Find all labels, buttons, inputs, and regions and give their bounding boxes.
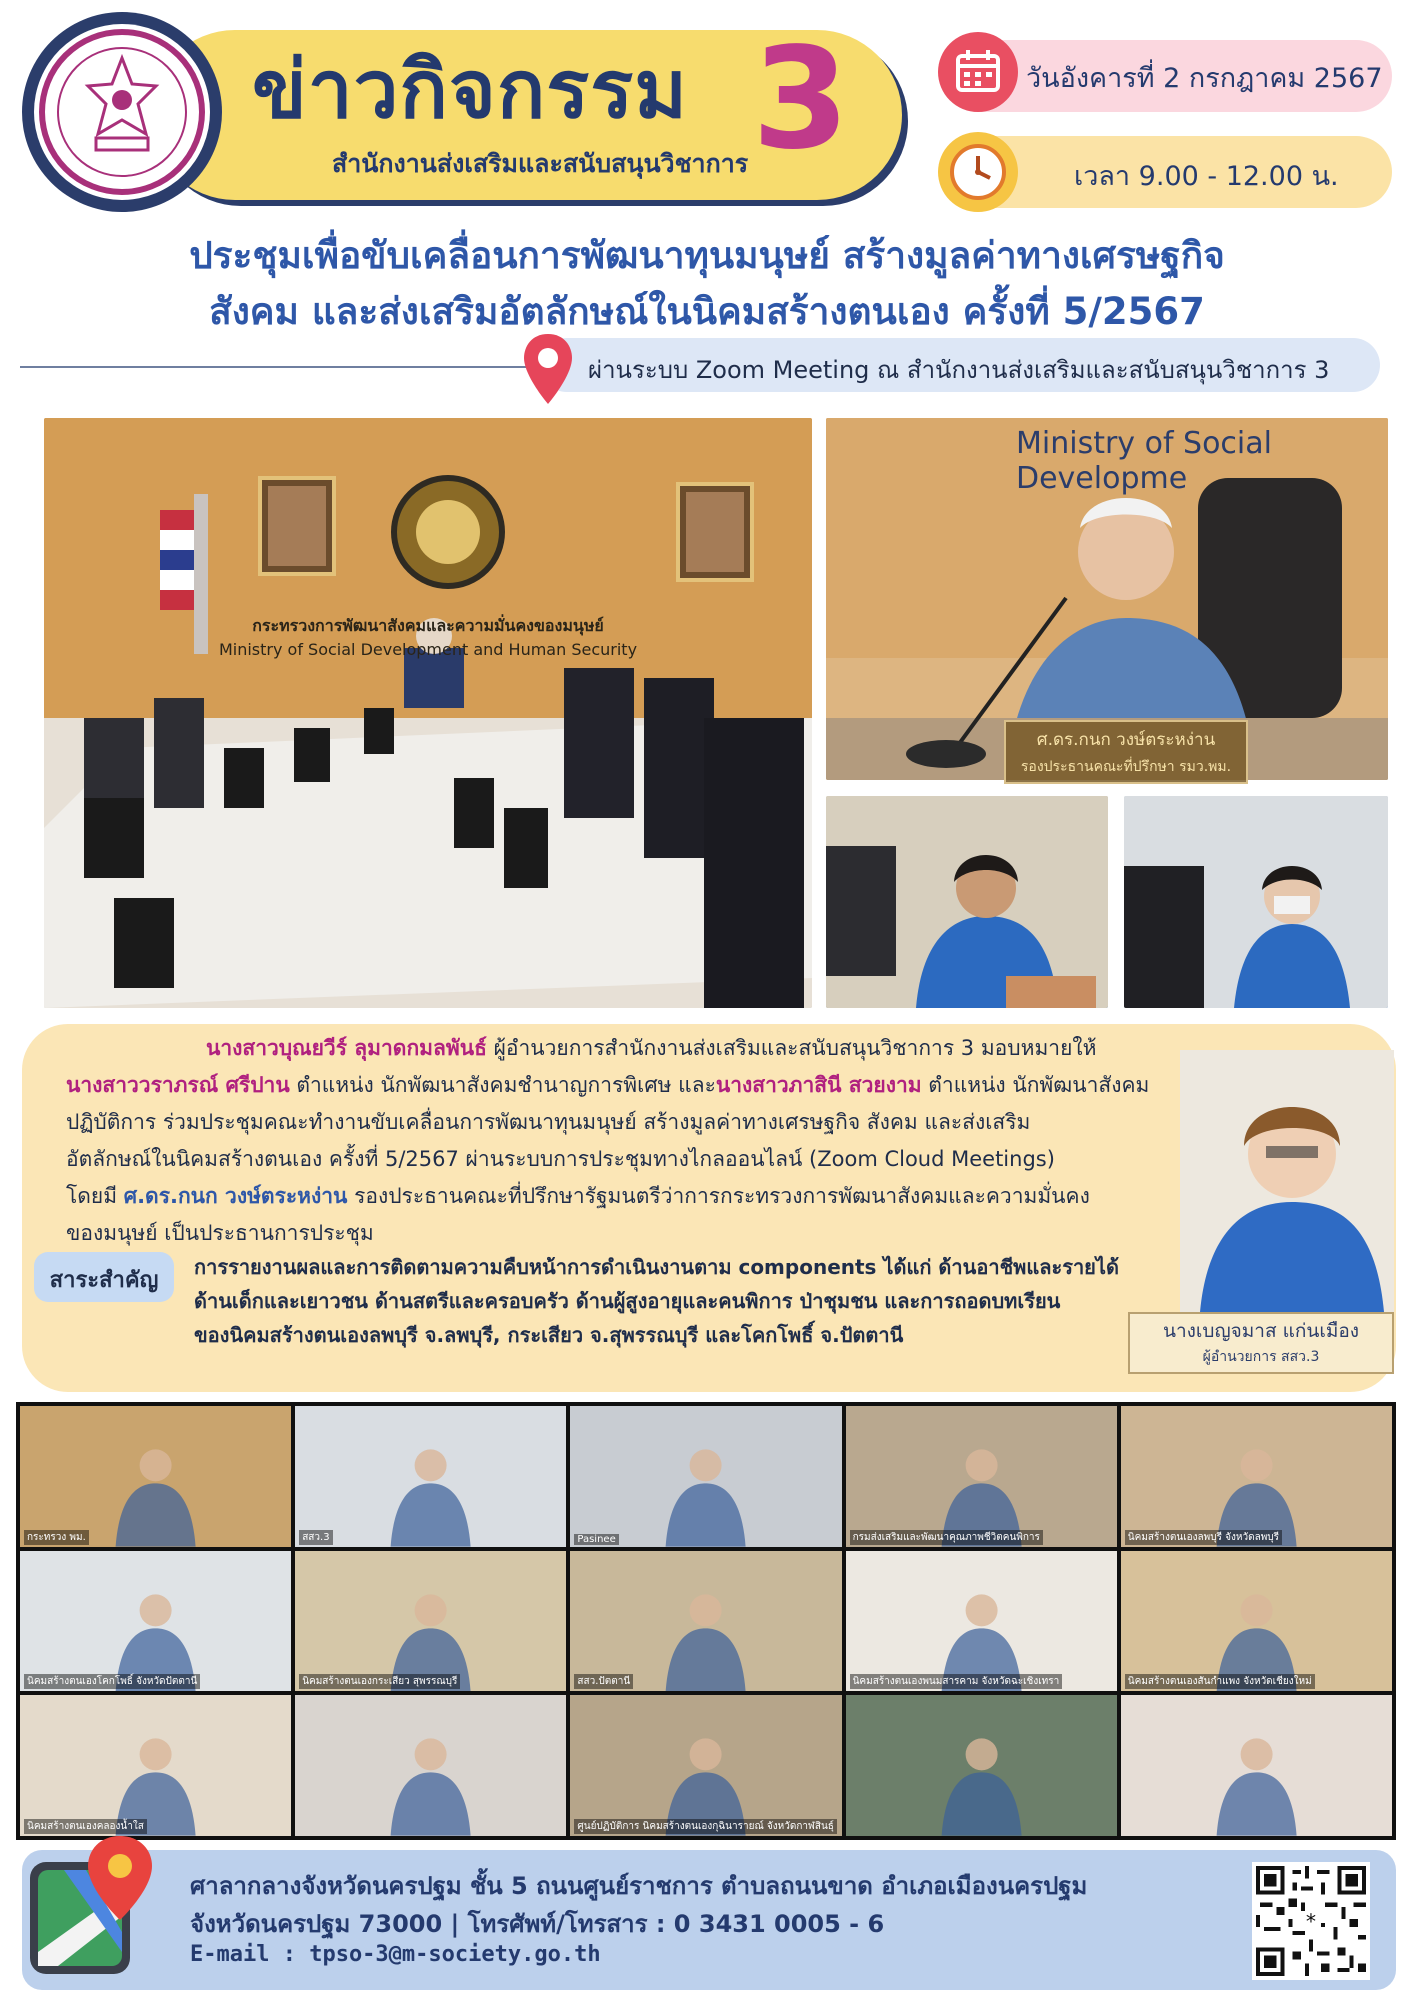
- zoom-tile-label: นิคมสร้างตนเองลพบุรี จังหวัดลพบุรี: [1125, 1530, 1282, 1545]
- zoom-tile: [20, 1551, 291, 1692]
- zoom-tile-label: สสว.3: [299, 1530, 332, 1545]
- clock-icon: [938, 132, 1018, 212]
- chair-caption-name: ศ.ดร.กนก วงษ์ตระหง่าน: [1036, 730, 1216, 750]
- zoom-tile: [570, 1695, 841, 1836]
- page-title: ข่าวกิจกรรม: [252, 43, 688, 136]
- map-location-icon: [24, 1832, 164, 1986]
- zoom-tile: [1121, 1406, 1392, 1547]
- zoom-tile-figure: [20, 1406, 291, 1547]
- zoom-tile: [20, 1406, 291, 1547]
- zoom-tile-figure: [295, 1551, 566, 1692]
- staff-name-2: นางสาวภาสินี สวยงาม: [715, 1073, 922, 1097]
- director-name: นางเบญจมาส แก่นเมือง: [1162, 1320, 1360, 1342]
- zoom-tile: [570, 1406, 841, 1547]
- zoom-tile-figure: [295, 1406, 566, 1547]
- assigner-name: นางสาวบุณยวีร์ ลุมาดกมลพันธ์: [206, 1036, 487, 1060]
- footer-address: ศาลากลางจังหวัดนครปฐม ชั้น 5 ถนนศูนย์ราชการ ตำบลถนนขาด อำเภอเมืองนครปฐม: [190, 1872, 1088, 1900]
- zoom-tile: [1121, 1551, 1392, 1692]
- zoom-tile-figure: [846, 1406, 1117, 1547]
- venue-text: ผ่านระบบ Zoom Meeting ณ สำนักงานส่งเสริมและสนับสนุนวิชาการ 3: [588, 356, 1330, 384]
- chair-caption-role: รองประธานคณะที่ปรึกษา รมว.พม.: [1020, 759, 1232, 775]
- staff-photo-1: [826, 796, 1108, 1008]
- zoom-tile-figure: [570, 1406, 841, 1547]
- zoom-tile: [20, 1695, 291, 1836]
- event-time: เวลา 9.00 - 12.00 น.: [1074, 161, 1339, 192]
- event-date: วันอังคารที่ 2 กรกฎาคม 2567: [1026, 63, 1383, 94]
- key-points-label: สาระสำคัญ: [49, 1268, 159, 1293]
- summary-text: [66, 1030, 1216, 1252]
- zoom-tile-label: นิคมสร้างตนเองสันกำแพง จังหวัดเชียงใหม่: [1125, 1674, 1315, 1689]
- zoom-tile-label: นิคมสร้างตนเองโคกโพธิ์ จังหวัดปัตตานี: [24, 1674, 200, 1689]
- director-role: ผู้อำนวยการ สสว.3: [1202, 1349, 1320, 1365]
- staff-role-1: ตำแหน่ง นักพัฒนาสังคมชำนาญการพิเศษ และ: [289, 1073, 716, 1097]
- zoom-tile-label: กรมส่งเสริมและพัฒนาคุณภาพชีวิตคนพิการ: [850, 1530, 1043, 1545]
- summary-line-6: ของมนุษย์ เป็นประธานการประชุม: [66, 1221, 374, 1245]
- summary-line-4: อัตลักษณ์ในนิคมสร้างตนเอง ครั้งที่ 5/2567 ผ่านระบบการประชุมทางไกลออนไลน์ (Zoom Cloud Meetings): [66, 1147, 1055, 1171]
- zoom-tile: [846, 1695, 1117, 1836]
- venue-divider: [20, 366, 540, 368]
- chair-wall-sign: Ministry of Social Developme: [1016, 426, 1272, 496]
- zoom-tile: [570, 1551, 841, 1692]
- meeting-sign-english: Ministry of Social Development and Human Security: [218, 640, 638, 659]
- staff-name-1: นางสาววราภรณ์ ศรีปาน: [66, 1073, 290, 1097]
- zoom-tile-figure: [1121, 1695, 1392, 1836]
- zoom-tile-label: นิคมสร้างตนเองพนมสารคาม จังหวัดฉะเชิงเทรา: [850, 1674, 1063, 1689]
- location-pin-icon: [520, 330, 576, 410]
- key-points-text: [194, 1250, 1154, 1352]
- zoom-tile-label: ศูนย์ปฏิบัติการ นิคมสร้างตนเองกุฉินารายณ์ จังหวัดกาฬสินธุ์: [574, 1819, 837, 1834]
- zoom-tile: [1121, 1695, 1392, 1836]
- zoom-tile-label: นิคมสร้างตนเองกระเสียว สุพรรณบุรี: [299, 1674, 460, 1689]
- zoom-tile-figure: [570, 1551, 841, 1692]
- chair-intro: โดยมี: [66, 1184, 124, 1208]
- zoom-tile: [846, 1406, 1117, 1547]
- zoom-tile-figure: [1121, 1406, 1392, 1547]
- zoom-tile: [295, 1406, 566, 1547]
- zoom-tile-figure: [295, 1695, 566, 1836]
- zoom-tile-label: สสว.ปัตตานี: [574, 1674, 633, 1689]
- zoom-tile-figure: [570, 1695, 841, 1836]
- footer-email[interactable]: E-mail : tpso-3@m-society.go.th: [190, 1942, 601, 1967]
- chair-name: ศ.ดร.กนก วงษ์ตระหง่าน: [123, 1184, 348, 1208]
- zoom-tile: [295, 1695, 566, 1836]
- zoom-tile-figure: [20, 1551, 291, 1692]
- staff-photo-2: [1124, 796, 1388, 1008]
- director-photo: [1180, 1050, 1394, 1312]
- footer-phone: จังหวัดนครปฐม 73000 | โทรศัพท์/โทรสาร : 0 3431 0005 - 6: [190, 1910, 885, 1938]
- assigner-role: ผู้อำนวยการสำนักงานส่งเสริมและสนับสนุนวิชาการ 3 มอบหมายให้: [486, 1036, 1097, 1060]
- svg-text:*: *: [1305, 1909, 1317, 1934]
- zoom-tile-figure: [20, 1695, 291, 1836]
- zoom-tile-figure: [846, 1695, 1117, 1836]
- headline-line-2: สังคม และส่งเสริมอัตลักษณ์ในนิคมสร้างตนเอง ครั้งที่ 5/2567: [209, 290, 1205, 333]
- key-line-1: การรายงานผลและการติดตามความคืบหน้าการดำเนินงานตาม components ได้แก่ ด้านอาชีพและรายได้: [194, 1255, 1119, 1279]
- qr-code-icon[interactable]: [1252, 1862, 1370, 1980]
- page-number: 3: [752, 18, 850, 181]
- headline-line-1: ประชุมเพื่อขับเคลื่อนการพัฒนาทุนมนุษย์ สร้างมูลค่าทางเศรษฐกิจ: [189, 234, 1225, 277]
- calendar-icon: [938, 32, 1018, 112]
- summary-line-3: ปฏิบัติการ ร่วมประชุมคณะทำงานขับเคลื่อนการพัฒนาทุนมนุษย์ สร้างมูลค่าทางเศรษฐกิจ สังคม และส่งเสริม: [66, 1110, 1031, 1134]
- zoom-tile-label: Pasinee: [574, 1534, 618, 1545]
- zoom-tile: [846, 1551, 1117, 1692]
- staff-role-2: ตำแหน่ง นักพัฒนาสังคม: [921, 1073, 1150, 1097]
- meeting-room-photo: [44, 418, 812, 1008]
- zoom-tile: [295, 1551, 566, 1692]
- zoom-tile-label: กระทรวง พม.: [24, 1530, 89, 1545]
- zoom-participant-grid: [16, 1402, 1396, 1840]
- zoom-tile-figure: [1121, 1551, 1392, 1692]
- key-line-3: ของนิคมสร้างตนเองลพบุรี จ.ลพบุรี, กระเสียว จ.สุพรรณบุรี และโคกโพธิ์ จ.ปัตตานี: [194, 1323, 904, 1347]
- page-subtitle: สำนักงานส่งเสริมและสนับสนุนวิชาการ: [332, 149, 749, 178]
- zoom-tile-label: นิคมสร้างตนเองคลองน้ำใส: [24, 1819, 147, 1834]
- zoom-tile-figure: [846, 1551, 1117, 1692]
- key-line-2: ด้านเด็กและเยาวชน ด้านสตรีและครอบครัว ด้านผู้สูงอายุและคนพิการ ป่าชุมชน และการถอดบทเรียน: [194, 1289, 1061, 1313]
- meeting-sign-thai: กระทรวงการพัฒนาสังคมและความมั่นคงของมนุษย์: [252, 616, 604, 635]
- ministry-seal-icon: [34, 24, 210, 200]
- chair-role: รองประธานคณะที่ปรึกษารัฐมนตรีว่าการกระทรวงการพัฒนาสังคมและความมั่นคง: [347, 1184, 1090, 1208]
